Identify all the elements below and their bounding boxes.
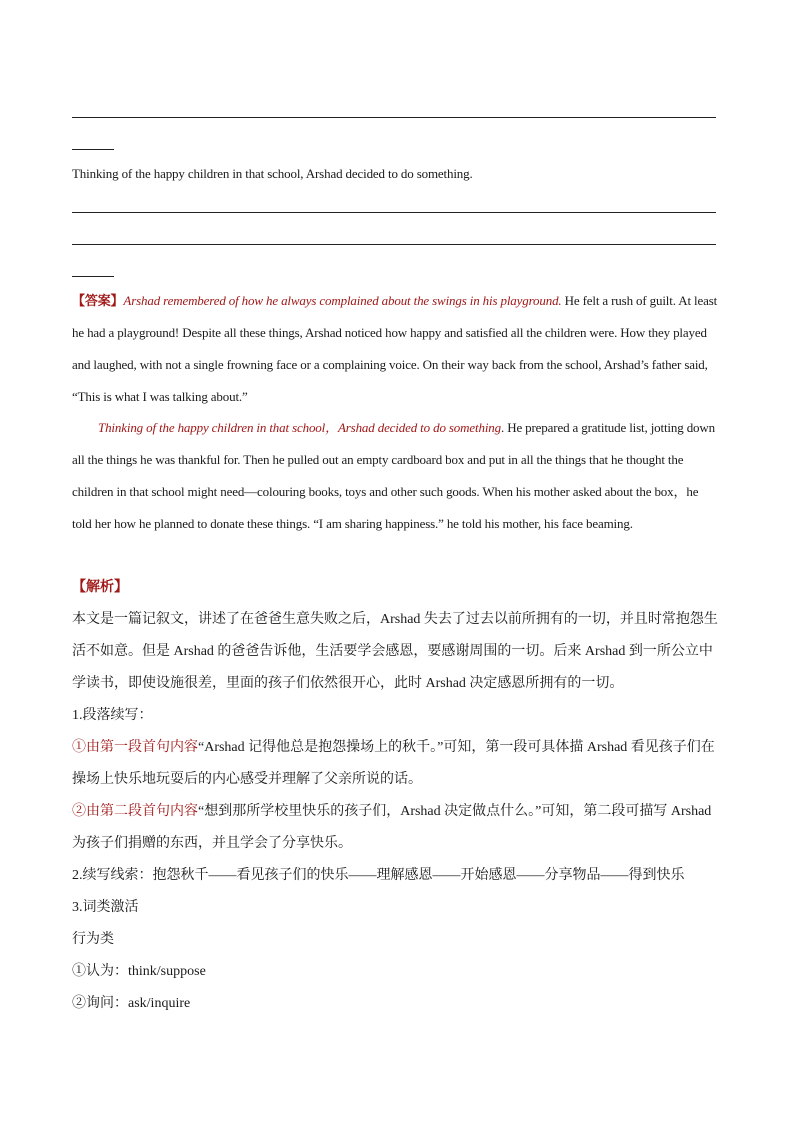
analysis-label: 【解析】: [72, 580, 128, 595]
section-2-clues: 2.续写线索：抱怨秋千——看见孩子们的快乐——理解感恩——开始感恩——分享物品——得到快乐: [72, 868, 685, 883]
writing-line-end: [72, 149, 114, 150]
analysis-intro: 本文是一篇记叙文，讲述了在爸爸生意失败之后，Arshad 失去了过去以前所拥有的一切，并且时常抱怨生活不如意。但是 Arshad 的爸爸告诉他，生活要学会感恩，要感谢周围的一切。后来 Arshad 到一所公立中学读书，即使设施很差，里面的孩子们依然很开心，此时 Arshad 决定感恩所拥有的一切。: [72, 612, 718, 691]
answer-paragraph-1: [72, 285, 720, 413]
writing-line-end: [72, 276, 114, 277]
section-1-item-1: ①由第一段首句内容“Arshad 记得他总是抱怨操场上的秋千。”可知，第一段可具体描 Arshad 看见孩子们在操场上快乐地玩耍后的内心感受并理解了父亲所说的话。: [72, 740, 715, 787]
answer-p1-rest: He felt a rush of guilt. At least he had a playground! Despite all these things, Arshad noticed how happy and satisfied all the children were. How they played and laughed, with not a single frowning face or a complaining voice. On their way back from the school, Arshad’s father said, “This is what I was talking about.”: [72, 293, 718, 404]
answer-p2-lead: Thinking of the happy children in that school，Arshad decided to do something: [98, 420, 501, 435]
section-1-title: 1.段落续写：: [72, 708, 153, 723]
answer-p1-lead: Arshad remembered of how he always complained about the swings in his playground.: [123, 293, 562, 308]
writing-line: [72, 117, 716, 118]
prompt-sentence: Thinking of the happy children in that school, Arshad decided to do something.: [72, 166, 473, 181]
section-3-title: 3.词类激活: [72, 900, 139, 915]
section-1-item-2: ②由第二段首句内容“想到那所学校里快乐的孩子们，Arshad 决定做点什么。”可知，第二段可描写 Arshad 为孩子们捐赠的东西，并且学会了分享快乐。: [72, 804, 712, 851]
writing-line: [72, 212, 716, 213]
section-3-subtitle: 行为类: [72, 932, 114, 947]
vocab-item: ②询问：ask/inquire: [72, 996, 191, 1011]
vocab-item: ①认为：think/suppose: [72, 964, 206, 979]
answer-paragraph-2: [72, 412, 720, 540]
answer-label: 【答案】: [72, 293, 124, 308]
writing-line: [72, 244, 716, 245]
answer-p2-rest: . He prepared a gratitude list, jotting down all the things he was thankful for. Then he pulled out an empty cardboard box and put in all the things that he thought the children in that school might need—colouring books, toys and other such goods. When his mother asked about the box，he told her how he planned to donate these things. “I am sharing happiness.” he told his mother, his face beaming.: [72, 420, 715, 531]
